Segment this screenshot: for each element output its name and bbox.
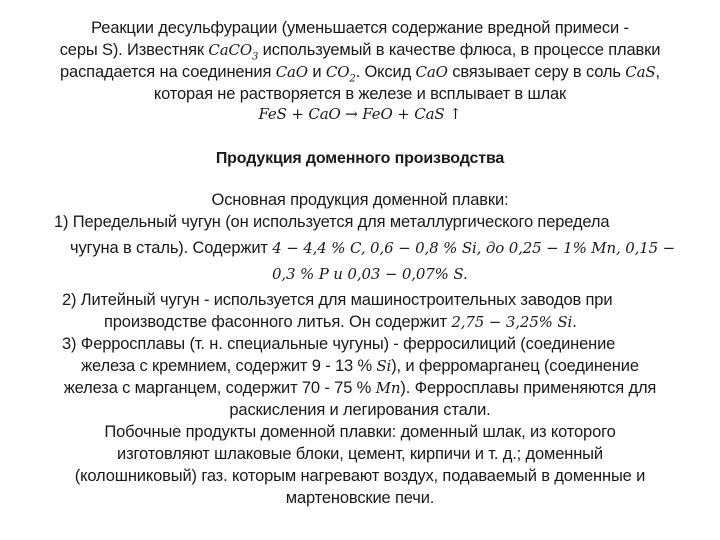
byproducts-line-2: изготовляют шлаковые блоки, цемент, кирпичи и т. д.; доменный bbox=[117, 445, 603, 463]
item-1-line-1: 1) Передельный чугун (он используется для металлургического передела bbox=[54, 213, 610, 231]
intro-line-4: которая не растворяется в железе и всплывает в шлак bbox=[153, 85, 567, 103]
item-3-line-4: раскисления и легирования стали. bbox=[229, 401, 491, 419]
item-2-line-2: производстве фасонного литья. Он содержит 2,75 − 3,25% Si. bbox=[104, 313, 577, 331]
item-1-line-3: 0,3 % P и 0,03 − 0,07% S. bbox=[272, 265, 468, 283]
intro-line-2: серы S). Известняк CaCO$_3$ используемый в качестве флюса, в процессе плавки bbox=[59, 41, 661, 63]
section-heading: Продукция доменного производства bbox=[215, 150, 505, 167]
main-products-intro: Основная продукция доменной плавки: bbox=[211, 191, 509, 209]
intro-line-3: распадается на соединения CaO и $CO_2$. Оксид CaO связывает серу в соль CaS, bbox=[60, 63, 660, 85]
item-1-line-2: чугуна в сталь). Содержит 4 − 4,4 % C, 0,6 − 0,8 % Si, до 0,25 − 1% Mn, 0,15 − bbox=[70, 239, 676, 257]
byproducts-line-4: мартеновские печи. bbox=[285, 489, 435, 507]
intro-line-1: Реакции десульфурации (уменьшается содержание вредной примеси - bbox=[91, 19, 629, 37]
reaction-equation: FeS + CaO → FeO + CaS ↑ bbox=[258, 105, 462, 123]
item-3-line-3: железа с марганцем, содержит 70 - 75 % Mn). Ферросплавы применяются для bbox=[63, 379, 657, 397]
formula-caco3: CaCO bbox=[208, 41, 253, 59]
byproducts-line-1: Побочные продукты доменной плавки: доменный шлак, из которого bbox=[104, 423, 616, 441]
byproducts-line-3: (колошниковый) газ. которым нагревают воздух, подаваемый в доменные и bbox=[74, 467, 646, 485]
item-3-line-1: 3) Ферросплавы (т. н. специальные чугуны) - ферросилиций (соединение bbox=[62, 335, 616, 353]
item-3-line-2: железа с кремнием, содержит 9 - 13 % Si), и ферромарганец (соединение bbox=[81, 357, 639, 375]
item-1-composition: 4 − 4,4 % C, 0,6 − 0,8 % Si, до 0,25 − 1% Mn, 0,15 − bbox=[272, 239, 676, 257]
item-2-line-1: 2) Литейный чугун - используется для машиностроительных заводов при bbox=[62, 291, 613, 309]
